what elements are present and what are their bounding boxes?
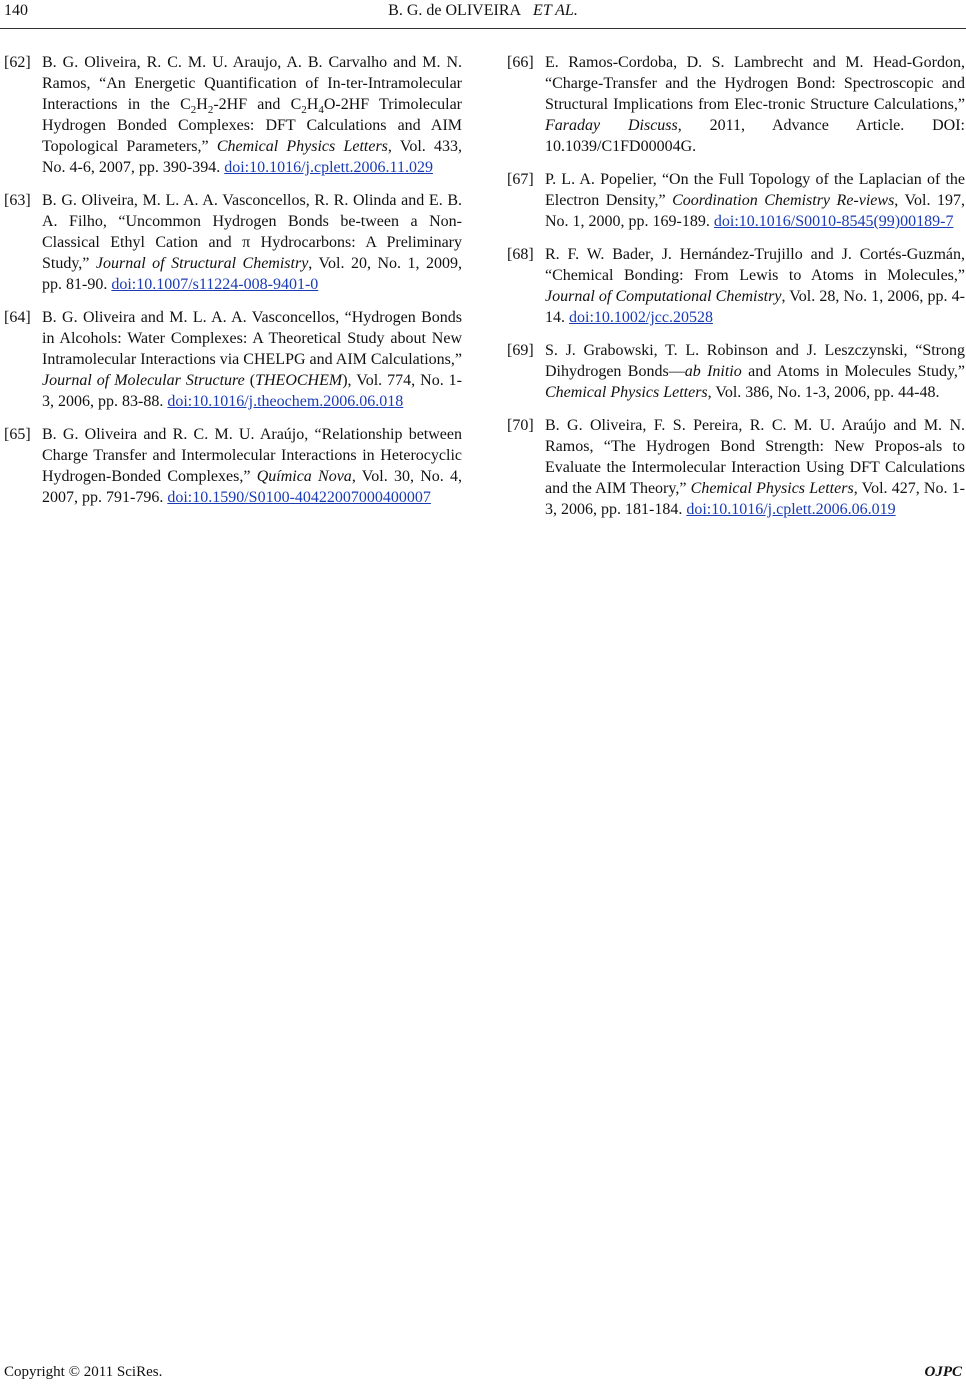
reference-number: [63] bbox=[4, 192, 31, 209]
doi-link[interactable]: doi:10.1002/jcc.20528 bbox=[569, 309, 713, 326]
reference-text: B. G. Oliveira and R. C. M. U. Araújo, “Relationship between Charge Transfer and Intermolecular Interactions in Heterocyclic Hydrogen-Bonded Complexes,” Química Nova, Vol. 30, No. 4, 2007, pp. 791-796. doi:10.1590/S0100-40422007000400007 bbox=[42, 426, 463, 506]
left-column bbox=[4, 52, 462, 520]
journal-subtitle: THEOCHEM bbox=[255, 372, 343, 389]
doi-link[interactable]: doi:10.1016/S0010-8545(99)00189-7 bbox=[713, 213, 954, 230]
reference-number: [70] bbox=[507, 417, 534, 434]
reference-number: [64] bbox=[4, 309, 31, 326]
reference-66 bbox=[507, 52, 965, 157]
doi-link[interactable]: doi:10.1016/j.theochem.2006.06.018 bbox=[167, 393, 404, 410]
copyright-notice: Copyright © 2011 SciRes. bbox=[4, 1364, 163, 1380]
reference-68 bbox=[507, 244, 965, 328]
reference-text: R. F. W. Bader, J. Hernández-Trujillo and J. Cortés-Guzmán, “Chemical Bonding: From Lewis to Atoms in Molecules,” Journal of Computational Chemistry, Vol. 28, No. 1, 2006, pp. 4-14. doi:10.1002/jcc.20528 bbox=[545, 246, 966, 326]
journal-title: Faraday Discuss bbox=[545, 117, 678, 134]
reference-text: B. G. Oliveira, R. C. M. U. Araujo, A. B. Carvalho and M. N. Ramos, “An Energetic Quantification of In-ter-Intramolecular Interactions in the $C_2H_2-2HF$ and $C_2H_4O-2HF$ Trimolecular Hydrogen Bonded Complexes: DFT Calculations and AIM Topological Parameters,” Chemical Physics Letters, Vol. 433, No. 4-6, 2007, pp. 390-394. doi:10.1016/j.cplett.2006.11.029 bbox=[42, 54, 463, 176]
reference-text: S. J. Grabowski, T. L. Robinson and J. Leszczynski, “Strong Dihydrogen Bonds―ab Initio and Atoms in Molecules Study,” Chemical Physics Letters, Vol. 386, No. 1-3, 2006, pp. 44-48. bbox=[545, 342, 966, 401]
journal-title: Química Nova bbox=[256, 468, 352, 485]
reference-62 bbox=[4, 52, 462, 178]
journal-title: Chemical Physics Letters bbox=[545, 384, 708, 401]
right-column bbox=[507, 52, 965, 532]
reference-65 bbox=[4, 424, 462, 508]
reference-number: [68] bbox=[507, 246, 534, 263]
page-header bbox=[0, 0, 966, 29]
reference-69 bbox=[507, 340, 965, 403]
reference-67 bbox=[507, 169, 965, 232]
reference-number: [66] bbox=[507, 54, 534, 71]
reference-text: P. L. A. Popelier, “On the Full Topology of the Laplacian of the Electron Density,” Coordination Chemistry Re-views, Vol. 197, No. 1, 2000, pp. 169-189. doi:10.1016/S0010-8545(99)00189-7 bbox=[545, 171, 965, 230]
reference-64 bbox=[4, 307, 462, 412]
journal-title: Chemical Physics Letters bbox=[690, 480, 854, 497]
reference-number: [67] bbox=[507, 171, 534, 188]
reference-text: B. G. Oliveira and M. L. A. A. Vasconcellos, “Hydrogen Bonds in Alcohols: Water Complexes: A Theoretical Study about New Intramolecular Interactions via CHELPG and AIM Calculations,” Journal of Molecular Structure (THEOCHEM), Vol. 774, No. 1-3, 2006, pp. 83-88. doi:10.1016/j.theochem.2006.06.018 bbox=[42, 309, 462, 410]
journal-title: Chemical Physics Letters bbox=[216, 138, 388, 155]
journal-title: Journal of Computational Chemistry bbox=[545, 288, 782, 305]
reference-70 bbox=[507, 415, 965, 520]
doi-link[interactable]: doi:10.1016/j.cplett.2006.11.029 bbox=[224, 159, 433, 176]
running-head-etal: ET AL. bbox=[533, 2, 578, 19]
running-head bbox=[0, 2, 966, 20]
running-head-author: B. G. de OLIVEIRA bbox=[388, 2, 522, 19]
reference-number: [69] bbox=[507, 342, 534, 359]
reference-text: B. G. Oliveira, M. L. A. A. Vasconcellos, R. R. Olinda and E. B. A. Filho, “Uncommon Hydrogen Bonds be-tween a Non-Classical Ethyl Cation and π Hydrocarbons: A Preliminary Study,” Journal of Structural Chemistry, Vol. 20, No. 1, 2009, pp. 81-90. doi:10.1007/s11224-008-9401-0 bbox=[42, 192, 462, 293]
doi-link[interactable]: doi:10.1590/S0100-40422007000400007 bbox=[167, 489, 431, 506]
reference-number: [62] bbox=[4, 54, 31, 71]
reference-63 bbox=[4, 190, 462, 295]
journal-title: Journal of Structural Chemistry bbox=[95, 255, 309, 272]
doi-link[interactable]: doi:10.1007/s11224-008-9401-0 bbox=[111, 276, 319, 293]
doi-link[interactable]: doi:10.1016/j.cplett.2006.06.019 bbox=[686, 501, 896, 518]
page-number: 140 bbox=[4, 2, 28, 19]
reference-number: [65] bbox=[4, 426, 31, 443]
reference-text: E. Ramos-Cordoba, D. S. Lambrecht and M. Head-Gordon, “Charge-Transfer and the Hydrogen Bond: Spectroscopic and Structural Implications from Elec-tronic Structure Calculations,” Faraday Discuss, 2011, Advance Article. DOI: 10.1039/C1FD00004G. bbox=[545, 54, 965, 155]
page-footer bbox=[0, 1362, 966, 1386]
journal-title: Coordination Chemistry Re-views bbox=[672, 192, 895, 209]
journal-abbrev: OJPC bbox=[924, 1364, 962, 1380]
journal-title: Journal of Molecular Structure bbox=[42, 372, 245, 389]
reference-text: B. G. Oliveira, F. S. Pereira, R. C. M. U. Araújo and M. N. Ramos, “The Hydrogen Bond Strength: New Propos-als to Evaluate the Intermolecular Interaction Using DFT Calculations and the AIM Theory,” Chemical Physics Letters, Vol. 427, No. 1-3, 2006, pp. 181-184. doi:10.1016/j.cplett.2006.06.019 bbox=[545, 417, 966, 518]
